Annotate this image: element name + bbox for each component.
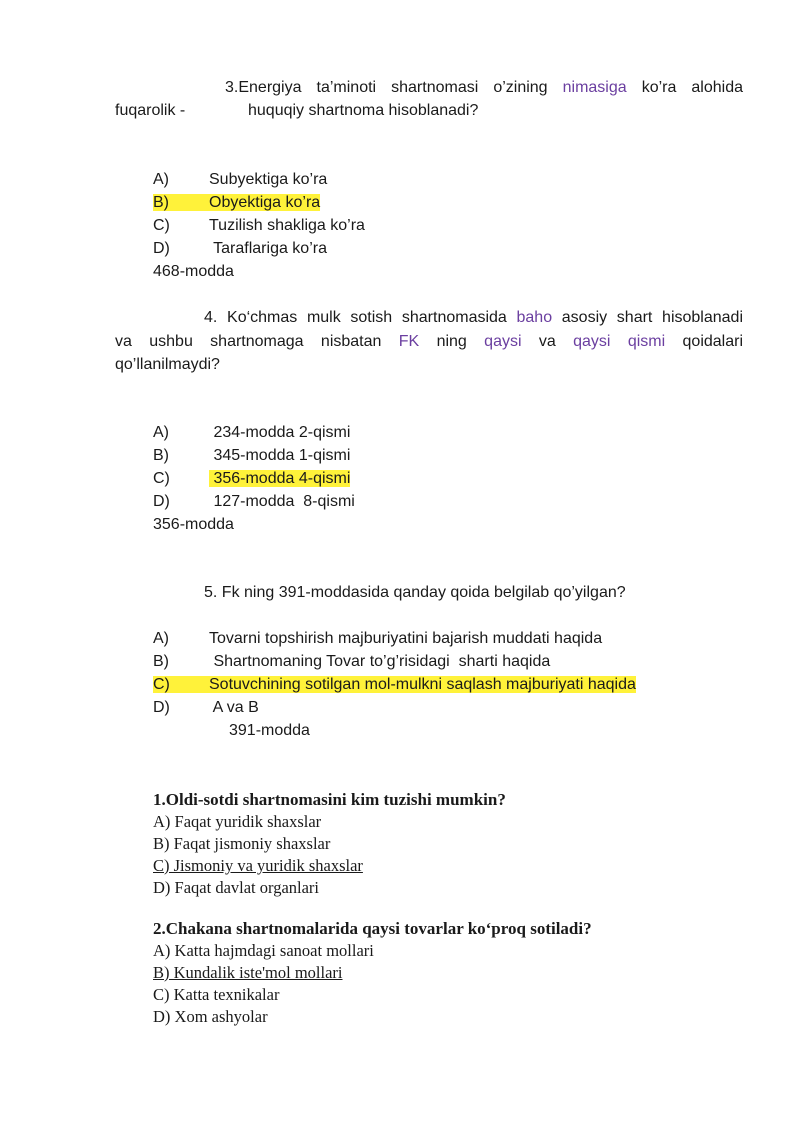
s2-option-c: C) Katta texnikalar: [153, 985, 280, 1004]
q4-option-b: B) 345-modda 1-qismi: [153, 447, 351, 464]
q5-title: 5. Fk ning 391-moddasida qanday qoida belgilab qo’yilgan?: [204, 584, 626, 601]
q3-option-c: C) Tuzilish shakliga ko’ra: [153, 217, 365, 234]
q3-title-line1: 3.Energiya ta’minoti shartnomasi o’zining nimasiga ko’ra alohida: [225, 79, 744, 96]
q3-option-b: B) Obyektiga ko’ra: [153, 194, 321, 211]
q5-option-d: D) A va B: [153, 699, 259, 716]
q4-option-a: A) 234-modda 2-qismi: [153, 424, 351, 441]
q3-title-line2a: fuqarolik -: [115, 102, 186, 119]
q3-option-d: D) Taraflariga ko’ra: [153, 240, 327, 257]
q4-option-c: C) 356-modda 4-qismi: [153, 470, 351, 487]
q3-reference: 468-modda: [153, 263, 234, 280]
s1-option-c: C) Jismoniy va yuridik shaxslar: [153, 856, 363, 875]
q4-title-line3: qo’llanilmaydi?: [115, 356, 220, 373]
s1-option-b: B) Faqat jismoniy shaxslar: [153, 834, 331, 853]
s1-title: 1.Oldi-sotdi shartnomasini kim tuzishi mumkin?: [153, 790, 506, 809]
s1-option-d: D) Faqat davlat organlari: [153, 878, 320, 897]
q5-option-b: B) Shartnomaning Tovar to’g’risidagi sharti haqida: [153, 653, 551, 670]
q4-title-line2: va ushbu shartnomaga nisbatan FK ning qaysi va qaysi qismi qoidalari: [115, 333, 744, 350]
q4-reference: 356-modda: [153, 516, 234, 533]
s2-option-b: B) Kundalik iste'mol mollari: [153, 963, 343, 982]
s2-option-a: A) Katta hajmdagi sanoat mollari: [153, 941, 374, 960]
q3-title-line2b: huquqiy shartnoma hisoblanadi?: [248, 102, 479, 119]
q4-title-line1: 4. Ko‘chmas mulk sotish shartnomasida baho asosiy shart hisoblanadi: [204, 309, 743, 326]
s1-option-a: A) Faqat yuridik shaxslar: [153, 812, 322, 831]
q3-option-a: A) Subyektiga ko’ra: [153, 171, 328, 188]
q5-option-a: A) Tovarni topshirish majburiyatini bajarish muddati haqida: [153, 630, 603, 647]
s2-title: 2.Chakana shartnomalarida qaysi tovarlar ko‘proq sotiladi?: [153, 919, 592, 938]
q3-highlight-word: nimasiga: [562, 79, 627, 96]
q5-reference: 391-modda: [229, 722, 310, 739]
q5-option-c: C) Sotuvchining sotilgan mol-mulkni saqlash majburiyati haqida: [153, 676, 636, 693]
q4-option-d: D) 127-modda 8-qismi: [153, 493, 355, 510]
s2-option-d: D) Xom ashyolar: [153, 1007, 268, 1026]
